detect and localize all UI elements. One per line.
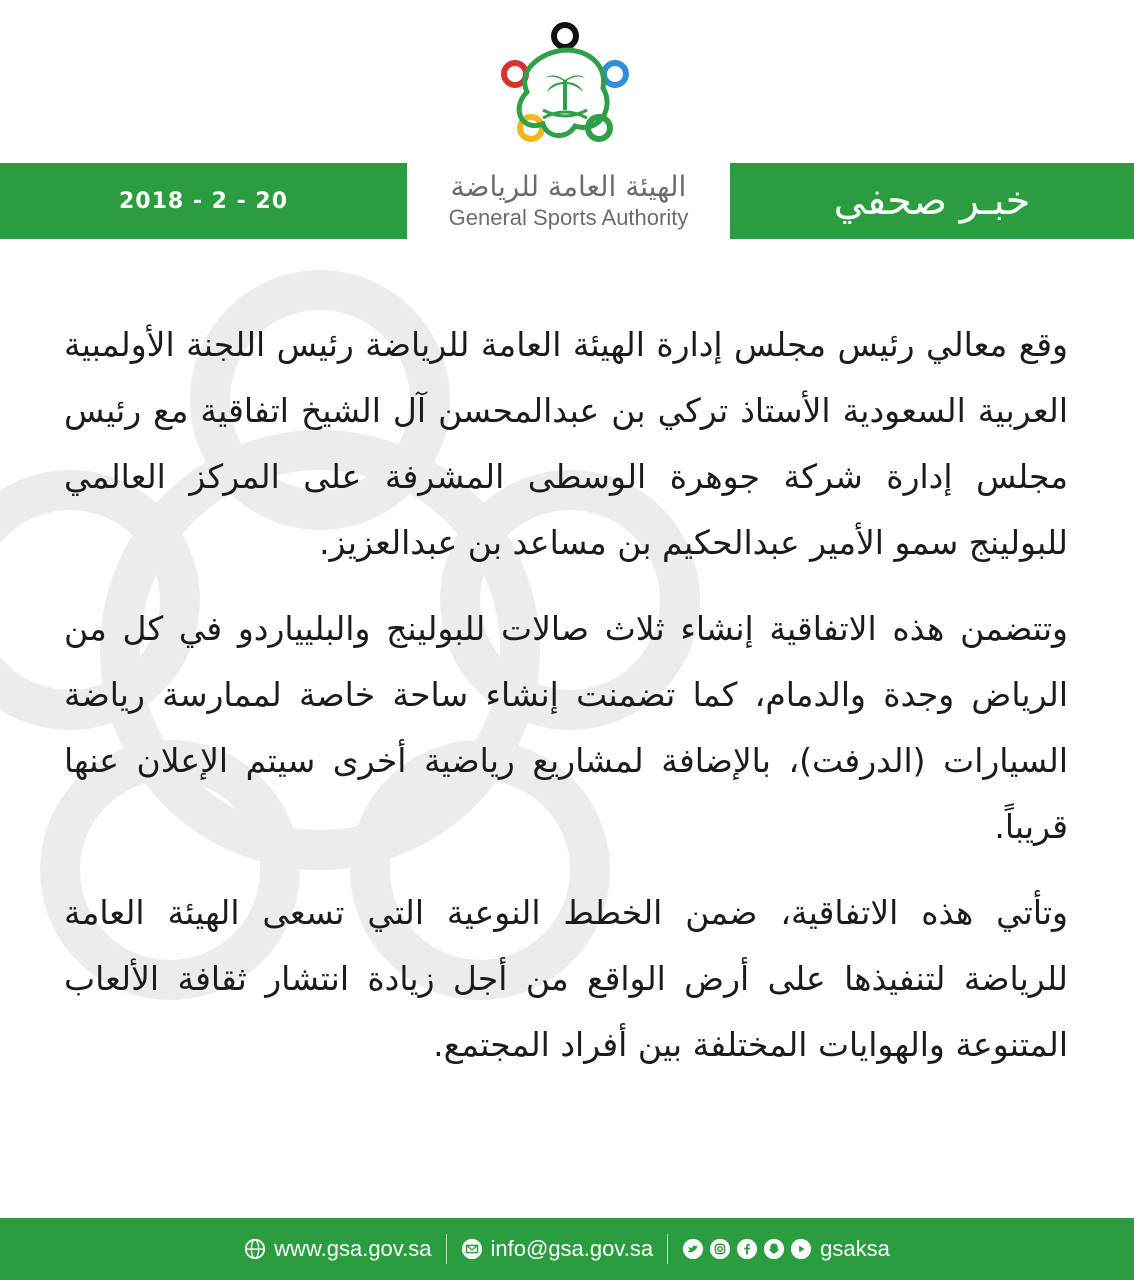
press-release-label: خبـر صحفي	[833, 178, 1031, 224]
email-link[interactable]	[461, 1236, 654, 1262]
website-link[interactable]	[244, 1236, 431, 1262]
mail-icon	[461, 1238, 483, 1260]
press-release-body	[64, 312, 1068, 1098]
instagram-icon[interactable]	[709, 1238, 731, 1260]
org-name	[407, 163, 730, 239]
paragraph: وتتضمن هذه الاتفاقية إنشاء ثلاث صالات للبولينج والبليياردو في كل من الرياض وجدة والدمام، كما تضمنت إنشاء ساحة خاصة لممارسة رياضة السيارات (الدرفت)، بالإضافة لمشاريع رياضية أخرى سيتم الإعلان عنها قريباً.	[64, 609, 1068, 846]
org-name-arabic: الهيئة العامة للرياضة	[450, 170, 687, 203]
globe-icon	[244, 1238, 266, 1260]
paragraph: وقع معالي رئيس مجلس إدارة الهيئة العامة للرياضة رئيس اللجنة الأولمبية العربية السعودية الأستاذ تركي بن عبدالمحسن آل الشيخ اتفاقية مع رئيس مجلس إدارة شركة جوهرة الوسطى المشرفة على المركز العالمي للبولينج سمو الأمير عبدالحكيم بن مساعد بن عبدالعزيز.	[64, 325, 1068, 562]
website-text: www.gsa.gov.sa	[274, 1236, 432, 1261]
date-bar	[0, 163, 407, 239]
release-date: 2018 - 2 - 20	[118, 188, 289, 214]
social-handle: gsaksa	[820, 1236, 890, 1261]
youtube-icon[interactable]	[790, 1238, 812, 1260]
divider	[446, 1234, 447, 1264]
paragraph: وتأتي هذه الاتفاقية، ضمن الخطط النوعية التي تسعى الهيئة العامة للرياضة لتنفيذها على أرض الواقع من أجل زيادة انتشار ثقافة الألعاب المتنوعة والهوايات المختلفة بين أفراد المجتمع.	[64, 893, 1068, 1064]
gsa-logo	[495, 22, 635, 152]
twitter-icon[interactable]	[682, 1238, 704, 1260]
divider	[667, 1234, 668, 1264]
footer	[0, 1218, 1134, 1280]
email-text: info@gsa.gov.sa	[490, 1236, 654, 1261]
org-name-english: General Sports Authority	[448, 205, 689, 230]
doc-type-bar	[730, 163, 1134, 239]
social-links[interactable]	[682, 1236, 890, 1262]
snapchat-icon[interactable]	[763, 1238, 785, 1260]
facebook-icon[interactable]	[736, 1238, 758, 1260]
